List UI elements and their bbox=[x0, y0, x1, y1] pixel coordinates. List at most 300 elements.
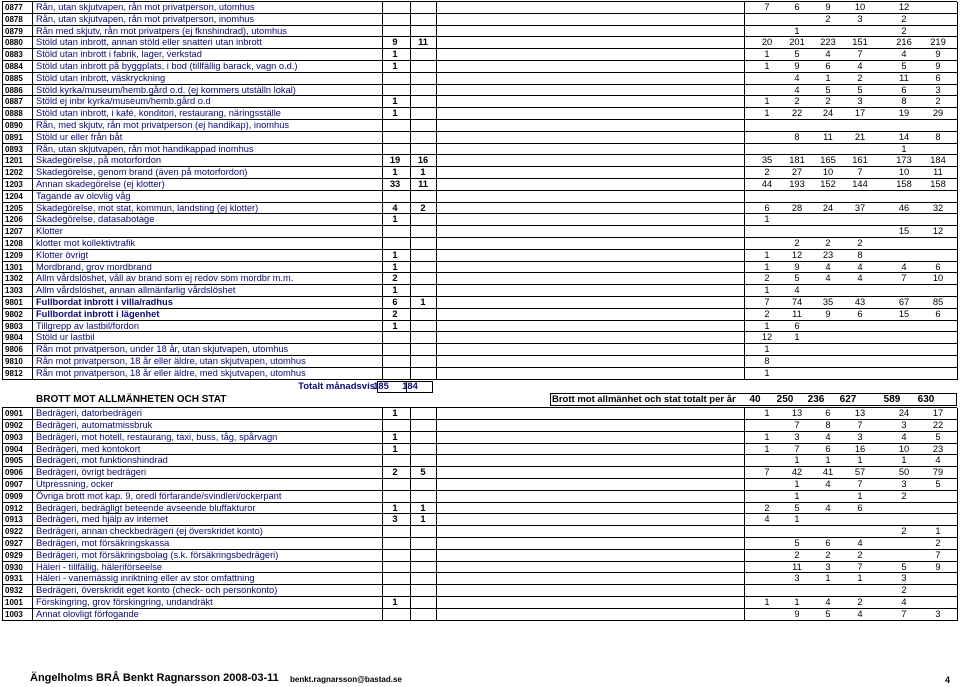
row-value bbox=[445, 479, 465, 491]
cell-divider bbox=[32, 2, 33, 14]
cell-divider bbox=[382, 491, 383, 503]
cell-divider bbox=[436, 85, 437, 97]
cell-divider bbox=[32, 408, 33, 420]
cell-divider bbox=[436, 321, 437, 333]
row-code: 0887 bbox=[5, 97, 23, 107]
cell-divider bbox=[957, 408, 958, 420]
cell-divider bbox=[436, 203, 437, 215]
row-value: 19 bbox=[389, 155, 401, 166]
row-value bbox=[413, 191, 433, 203]
row-value: 6 bbox=[825, 408, 831, 419]
row-value: 4 bbox=[857, 261, 863, 272]
cell-divider bbox=[2, 356, 3, 368]
cell-divider bbox=[382, 585, 383, 597]
cell-divider bbox=[382, 538, 383, 550]
row-value: 17 bbox=[854, 108, 866, 119]
row-description: Allm vårdslöshet, våll av brand som ej redov som mordbr m.m. bbox=[36, 273, 294, 284]
cell-divider bbox=[32, 262, 33, 274]
cell-divider bbox=[410, 420, 411, 432]
cell-divider bbox=[2, 408, 3, 420]
cell-divider bbox=[410, 309, 411, 321]
row-value bbox=[787, 226, 807, 238]
row-description: Bedrägeri, övrigt bedrägeri bbox=[36, 467, 147, 478]
row-value bbox=[850, 285, 870, 297]
cell-divider bbox=[2, 491, 3, 503]
row-value bbox=[413, 455, 433, 467]
row-code: 9812 bbox=[5, 368, 23, 378]
row-value: 2 bbox=[764, 502, 770, 513]
row-code: 0903 bbox=[5, 432, 23, 442]
row-description: Skadegörelse, datasabotage bbox=[36, 214, 155, 225]
row-value bbox=[477, 609, 497, 621]
table-row bbox=[2, 538, 957, 550]
cell-divider bbox=[957, 14, 958, 26]
row-value bbox=[787, 191, 807, 203]
cell-divider bbox=[436, 597, 437, 609]
row-value bbox=[445, 120, 465, 132]
row-value bbox=[413, 526, 433, 538]
cell-divider bbox=[957, 332, 958, 344]
row-description: Stöld utan inbrott på byggplats, i bod (tillfällig barack, vagn o.d.) bbox=[36, 61, 298, 71]
row-value: 22 bbox=[791, 108, 803, 119]
row-value: 2 bbox=[901, 13, 907, 24]
row-value bbox=[413, 61, 433, 73]
cell-divider bbox=[436, 167, 437, 179]
cell-divider bbox=[957, 226, 958, 238]
row-value bbox=[477, 503, 497, 515]
row-value: 1 bbox=[392, 408, 398, 419]
cell-divider bbox=[957, 609, 958, 621]
row-value bbox=[477, 250, 497, 262]
row-value bbox=[385, 344, 405, 356]
row-value bbox=[928, 573, 948, 585]
table-row bbox=[2, 179, 957, 191]
row-value: 4 bbox=[794, 84, 800, 95]
cell-divider bbox=[2, 250, 3, 262]
row-value: 1 bbox=[392, 443, 398, 454]
cell-divider bbox=[744, 491, 745, 503]
row-value bbox=[413, 26, 433, 38]
cell-divider bbox=[410, 538, 411, 550]
cell-divider bbox=[744, 2, 745, 14]
row-value bbox=[413, 538, 433, 550]
row-code: 0891 bbox=[5, 132, 23, 142]
row-value bbox=[445, 179, 465, 191]
cell-divider bbox=[744, 96, 745, 108]
row-value: 1 bbox=[764, 214, 770, 225]
cell-divider bbox=[410, 155, 411, 167]
row-value bbox=[477, 408, 497, 420]
cell-divider bbox=[2, 61, 3, 73]
cell-divider bbox=[436, 273, 437, 285]
cell-divider bbox=[744, 73, 745, 85]
row-value: 3 bbox=[935, 84, 941, 95]
row-value bbox=[850, 226, 870, 238]
cell-divider bbox=[957, 503, 958, 515]
cell-divider bbox=[436, 368, 437, 380]
cell-divider bbox=[744, 203, 745, 215]
cell-divider bbox=[957, 526, 958, 538]
row-value bbox=[477, 467, 497, 479]
cell-divider bbox=[436, 514, 437, 526]
row-value bbox=[850, 526, 870, 538]
row-value bbox=[477, 356, 497, 368]
cell-divider bbox=[382, 191, 383, 203]
cell-divider bbox=[2, 609, 3, 621]
row-value bbox=[477, 262, 497, 274]
monthly-total-value: 185 bbox=[373, 380, 389, 391]
row-code: 1302 bbox=[5, 274, 23, 284]
row-value bbox=[413, 262, 433, 274]
cell-divider bbox=[32, 203, 33, 215]
row-value bbox=[850, 26, 870, 38]
row-value bbox=[445, 85, 465, 97]
row-code: 1003 bbox=[5, 609, 23, 619]
cell-divider bbox=[382, 238, 383, 250]
cell-divider bbox=[410, 214, 411, 226]
cell-divider bbox=[957, 321, 958, 333]
cell-divider bbox=[2, 368, 3, 380]
row-value: 3 bbox=[857, 13, 863, 24]
row-value: 4 bbox=[825, 49, 831, 60]
row-value bbox=[787, 344, 807, 356]
row-value bbox=[385, 132, 405, 144]
cell-divider bbox=[32, 538, 33, 550]
row-value: 181 bbox=[789, 155, 805, 166]
cell-divider bbox=[436, 108, 437, 120]
cell-divider bbox=[744, 155, 745, 167]
cell-divider bbox=[957, 538, 958, 550]
row-value bbox=[413, 250, 433, 262]
cell-divider bbox=[436, 344, 437, 356]
cell-divider bbox=[2, 321, 3, 333]
row-description: Stöld ej inbr kyrka/museum/hemb.gård o.d bbox=[36, 96, 211, 107]
cell-divider bbox=[957, 120, 958, 132]
row-value bbox=[928, 191, 948, 203]
cell-divider bbox=[436, 503, 437, 515]
row-value: 17 bbox=[932, 408, 944, 419]
table-row bbox=[2, 491, 957, 503]
row-value bbox=[413, 609, 433, 621]
row-value bbox=[445, 503, 465, 515]
cell-divider bbox=[744, 597, 745, 609]
cell-divider bbox=[32, 85, 33, 97]
row-value: 223 bbox=[820, 37, 836, 48]
row-value bbox=[477, 585, 497, 597]
row-value bbox=[413, 214, 433, 226]
row-value: 1 bbox=[392, 96, 398, 107]
cell-divider bbox=[2, 562, 3, 574]
cell-divider bbox=[744, 344, 745, 356]
row-value: 6 bbox=[857, 308, 863, 319]
row-value: 4 bbox=[825, 502, 831, 513]
row-value: 22 bbox=[932, 420, 944, 430]
row-value bbox=[477, 420, 497, 432]
cell-divider bbox=[382, 526, 383, 538]
row-value bbox=[477, 368, 497, 380]
row-description: Rån med skjutv, rån mot privatpers (ej fknshindrad), utomhus bbox=[36, 25, 287, 36]
row-value bbox=[477, 309, 497, 321]
cell-divider bbox=[382, 609, 383, 621]
row-value: 4 bbox=[825, 597, 831, 607]
cell-divider bbox=[410, 37, 411, 49]
cell-divider bbox=[957, 203, 958, 215]
row-value bbox=[477, 26, 497, 38]
row-value bbox=[894, 214, 914, 226]
yearly-total-value: 250 bbox=[776, 394, 794, 406]
cell-divider bbox=[2, 538, 3, 550]
row-value bbox=[850, 120, 870, 132]
row-description: Rån, utan skjutvapen, rån mot privatperson, utomhus bbox=[36, 2, 255, 12]
cell-divider bbox=[382, 503, 383, 515]
row-value: 1 bbox=[420, 297, 426, 307]
row-value: 4 bbox=[901, 49, 907, 60]
row-value: 1 bbox=[764, 96, 770, 107]
table-row bbox=[2, 61, 957, 73]
cell-divider bbox=[436, 432, 437, 444]
cell-divider bbox=[2, 155, 3, 167]
cell-divider bbox=[32, 108, 33, 120]
row-value bbox=[928, 321, 948, 333]
cell-divider bbox=[436, 420, 437, 432]
row-value bbox=[477, 203, 497, 215]
row-value: 7 bbox=[901, 608, 907, 619]
cell-divider bbox=[382, 332, 383, 344]
row-code: 9803 bbox=[5, 321, 23, 331]
table-row bbox=[2, 585, 957, 597]
table-row bbox=[2, 479, 957, 491]
cell-divider bbox=[382, 73, 383, 85]
row-code: 0877 bbox=[5, 3, 23, 12]
row-description: Utpressning, ocker bbox=[36, 479, 114, 489]
row-value bbox=[413, 108, 433, 120]
row-value: 19 bbox=[898, 108, 910, 119]
cell-divider bbox=[410, 2, 411, 14]
cell-divider bbox=[957, 250, 958, 262]
cell-divider bbox=[382, 179, 383, 191]
row-value bbox=[413, 408, 433, 420]
row-value bbox=[477, 562, 497, 574]
table-row bbox=[2, 96, 957, 108]
row-value: 8 bbox=[794, 131, 800, 142]
cell-divider bbox=[436, 526, 437, 538]
cell-divider bbox=[957, 444, 958, 456]
row-value bbox=[477, 550, 497, 562]
row-description: Bedrägeri, med kontokort bbox=[36, 443, 141, 454]
row-value bbox=[787, 14, 807, 26]
cell-divider bbox=[744, 250, 745, 262]
cell-divider bbox=[32, 432, 33, 444]
row-code: 0909 bbox=[5, 491, 23, 501]
cell-divider bbox=[32, 332, 33, 344]
cell-divider bbox=[436, 155, 437, 167]
row-description: Stöld utan inbrott, i kafé, konditori, restaurang, näringsställe bbox=[36, 108, 281, 119]
row-value bbox=[413, 226, 433, 238]
row-value: 2 bbox=[901, 490, 907, 501]
cell-divider bbox=[32, 455, 33, 467]
row-value bbox=[445, 191, 465, 203]
row-value: 5 bbox=[794, 49, 800, 60]
row-value: 1 bbox=[392, 49, 398, 60]
row-value: 1 bbox=[764, 261, 770, 272]
row-value: 2 bbox=[764, 273, 770, 284]
row-value: 5 bbox=[794, 502, 800, 513]
cell-divider bbox=[2, 14, 3, 26]
table-row bbox=[2, 238, 957, 250]
row-value bbox=[413, 332, 433, 344]
row-value bbox=[445, 332, 465, 344]
row-description: Stöld utan inbrott, annan stöld eller snatteri utan inbrott bbox=[36, 37, 262, 48]
cell-divider bbox=[436, 262, 437, 274]
cell-divider bbox=[32, 155, 33, 167]
cell-divider bbox=[382, 285, 383, 297]
row-description: Häleri - vanemässig inriktning eller av stor omfattning bbox=[36, 573, 255, 584]
row-code: 0879 bbox=[5, 26, 23, 36]
row-value bbox=[477, 321, 497, 333]
row-value: 1 bbox=[764, 108, 770, 119]
cell-divider bbox=[2, 108, 3, 120]
cell-divider bbox=[2, 297, 3, 309]
cell-divider bbox=[957, 455, 958, 467]
cell-divider bbox=[382, 26, 383, 38]
row-value bbox=[413, 491, 433, 503]
table-row bbox=[2, 550, 957, 562]
row-value bbox=[818, 491, 838, 503]
row-value bbox=[385, 238, 405, 250]
row-code: 0929 bbox=[5, 550, 23, 560]
row-value: 12 bbox=[791, 249, 803, 260]
row-value: 216 bbox=[896, 37, 912, 48]
cell-divider bbox=[32, 132, 33, 144]
table-row bbox=[2, 14, 957, 26]
cell-divider bbox=[382, 155, 383, 167]
cell-divider bbox=[436, 120, 437, 132]
row-value: 5 bbox=[901, 561, 907, 572]
cell-divider bbox=[957, 26, 958, 38]
row-value bbox=[894, 503, 914, 515]
cell-divider bbox=[2, 455, 3, 467]
cell-divider bbox=[410, 368, 411, 380]
row-value bbox=[928, 144, 948, 156]
cell-divider bbox=[2, 467, 3, 479]
cell-divider bbox=[32, 444, 33, 456]
row-value: 1 bbox=[764, 61, 770, 71]
cell-divider bbox=[436, 26, 437, 38]
cell-divider bbox=[957, 37, 958, 49]
row-value: 1 bbox=[825, 72, 831, 83]
row-description: Fullbordat inbrott i lägenhet bbox=[36, 308, 160, 319]
footer-page-number: 4 bbox=[945, 675, 951, 685]
cell-divider bbox=[744, 49, 745, 61]
row-value bbox=[477, 455, 497, 467]
cell-divider bbox=[32, 73, 33, 85]
cell-divider bbox=[382, 108, 383, 120]
row-value bbox=[477, 479, 497, 491]
row-value: 10 bbox=[932, 273, 944, 284]
row-value bbox=[477, 132, 497, 144]
cell-divider bbox=[410, 61, 411, 73]
row-value: 8 bbox=[935, 131, 941, 142]
table-row bbox=[2, 332, 957, 344]
row-value bbox=[477, 37, 497, 49]
cell-divider bbox=[382, 573, 383, 585]
row-value: 12 bbox=[932, 226, 944, 237]
row-code: 1208 bbox=[5, 239, 23, 248]
cell-divider bbox=[410, 585, 411, 597]
cell-divider bbox=[957, 214, 958, 226]
row-description: Tillgrepp av lastbil/fordon bbox=[36, 320, 140, 331]
row-value: 4 bbox=[857, 608, 863, 619]
row-value bbox=[477, 96, 497, 108]
cell-divider bbox=[744, 432, 745, 444]
section-yearly-total-label: Brott mot allmänhet och stat totalt per år bbox=[552, 394, 736, 406]
cell-divider bbox=[2, 120, 3, 132]
row-description: Bedrägeri, mot funktionshindrad bbox=[36, 455, 168, 466]
row-value bbox=[850, 356, 870, 368]
row-value bbox=[928, 120, 948, 132]
row-value bbox=[477, 2, 497, 14]
row-value: 23 bbox=[822, 249, 834, 260]
row-value bbox=[445, 26, 465, 38]
row-value: 8 bbox=[857, 249, 863, 260]
row-value bbox=[385, 562, 405, 574]
cell-divider bbox=[436, 61, 437, 73]
cell-divider bbox=[436, 37, 437, 49]
row-value: 20 bbox=[761, 37, 773, 48]
row-description: Annan skadegörelse (ej klotter) bbox=[36, 179, 165, 189]
row-value bbox=[413, 585, 433, 597]
cell-divider bbox=[410, 191, 411, 203]
row-value: 11 bbox=[792, 308, 802, 319]
row-value bbox=[413, 432, 433, 444]
cell-divider bbox=[744, 526, 745, 538]
cell-divider bbox=[382, 550, 383, 562]
row-value: 1 bbox=[764, 367, 770, 378]
row-value bbox=[413, 344, 433, 356]
row-value bbox=[413, 420, 433, 432]
cell-divider bbox=[744, 321, 745, 333]
cell-divider bbox=[744, 297, 745, 309]
row-value: 1 bbox=[392, 502, 398, 513]
row-value bbox=[477, 144, 497, 156]
row-description: Förskingring, grov förskingring, undandräkt bbox=[36, 597, 213, 607]
row-description: Rån, utan skjutvapen, rån mot privatperson, inomhus bbox=[36, 13, 255, 24]
row-description: Bedrägeri, mot försäkringskassa bbox=[36, 538, 170, 548]
row-value: 5 bbox=[794, 273, 800, 284]
cell-divider bbox=[744, 120, 745, 132]
cell-divider bbox=[957, 96, 958, 108]
row-value: 9 bbox=[935, 61, 941, 71]
cell-divider bbox=[957, 479, 958, 491]
cell-divider bbox=[382, 144, 383, 156]
row-value bbox=[385, 191, 405, 203]
row-value bbox=[445, 526, 465, 538]
cell-divider bbox=[410, 285, 411, 297]
row-value bbox=[757, 538, 777, 550]
row-value: 57 bbox=[854, 467, 866, 478]
row-value: 2 bbox=[825, 13, 831, 24]
cell-divider bbox=[410, 73, 411, 85]
cell-divider bbox=[410, 467, 411, 479]
row-value bbox=[894, 321, 914, 333]
cell-divider bbox=[744, 479, 745, 491]
table-row bbox=[2, 503, 957, 515]
row-value: 1 bbox=[420, 514, 426, 525]
cell-divider bbox=[382, 250, 383, 262]
row-value bbox=[445, 167, 465, 179]
row-value bbox=[850, 368, 870, 380]
table-row bbox=[2, 321, 957, 333]
